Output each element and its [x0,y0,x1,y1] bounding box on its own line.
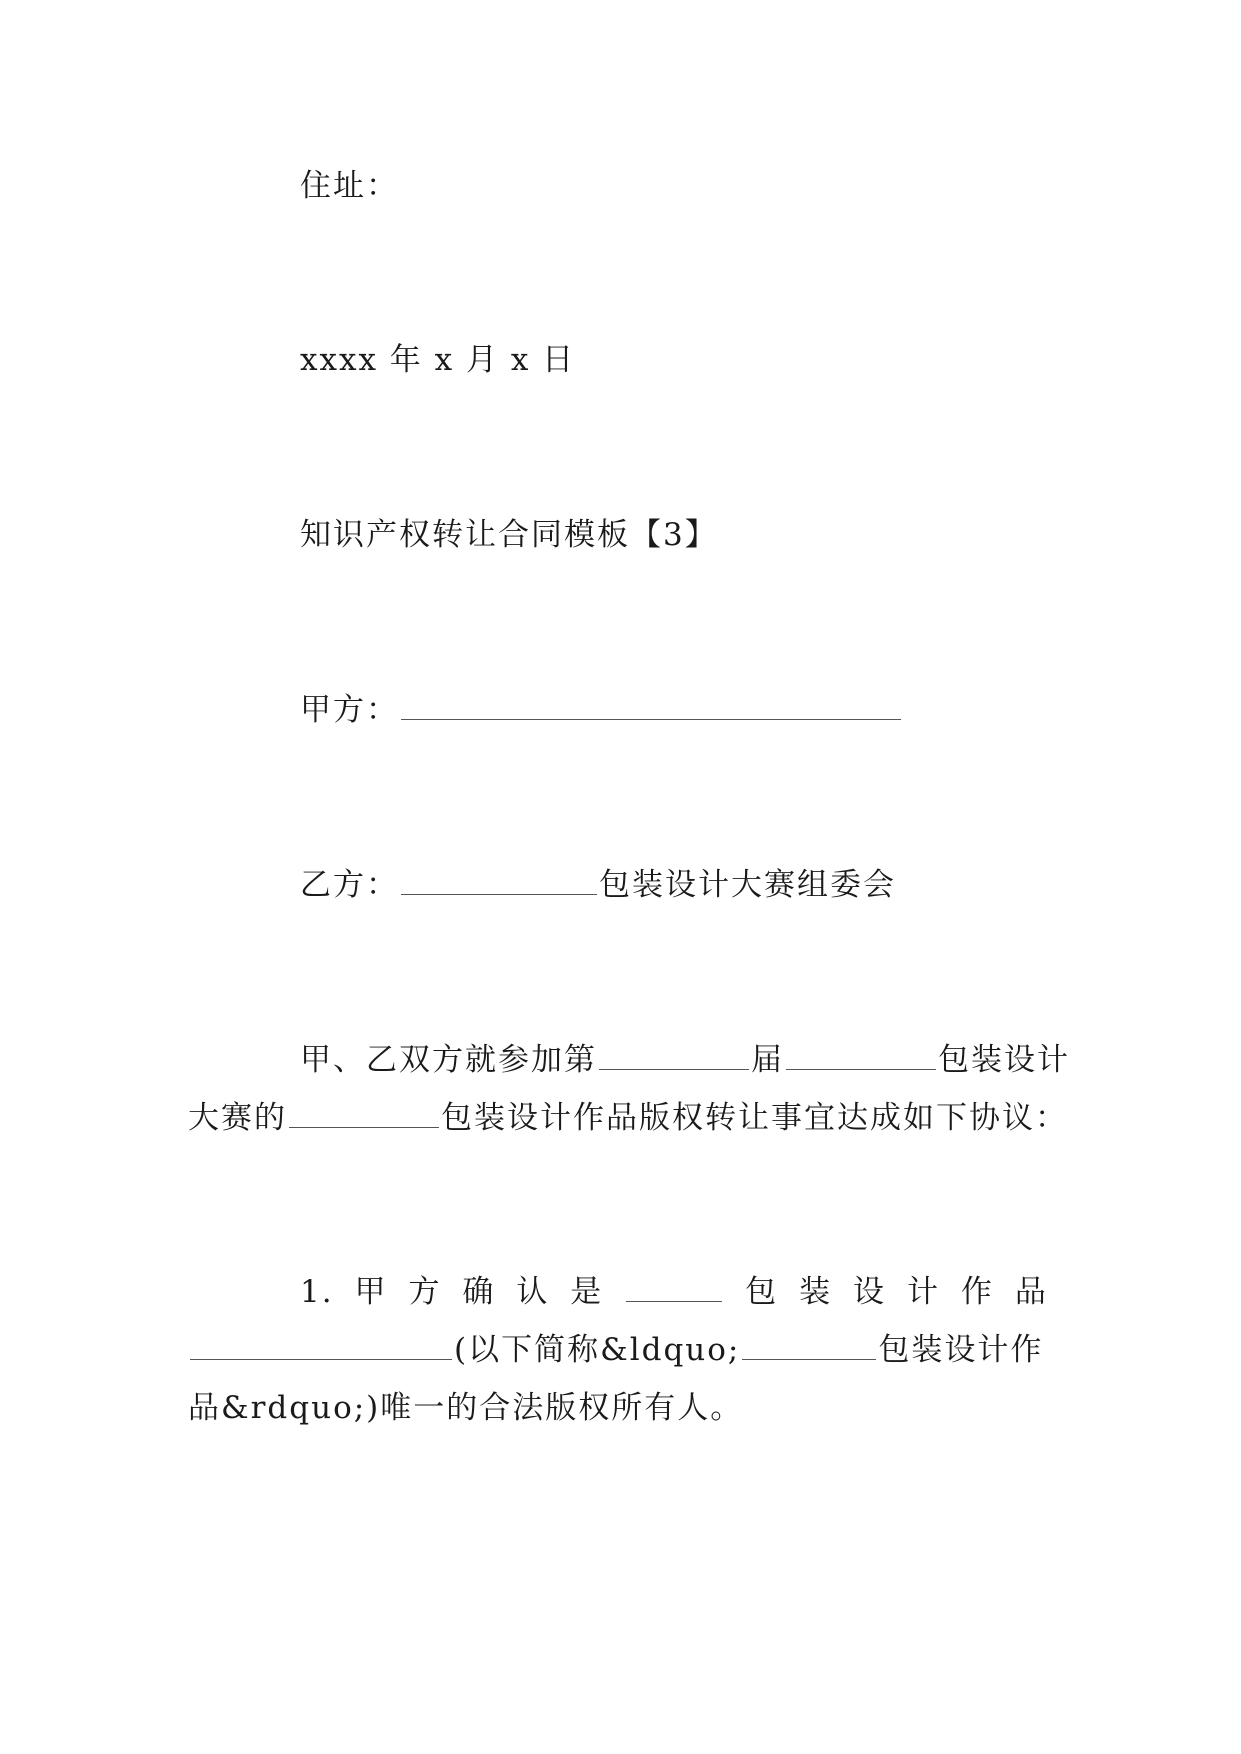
address-label: 住址： [300,168,399,204]
clause-1-word: 装 [799,1274,833,1310]
party-b-suffix: 包装设计大赛组委会 [599,867,896,903]
clause-1-word: 是 [570,1274,604,1310]
clause-1-blank-1 [626,1275,722,1302]
clause-1-word: 甲 [354,1274,388,1310]
party-b-line [300,865,896,905]
clause-1-line-3: 品&rdquo;)唯一的合法版权所有人。 [188,1390,744,1426]
clause-1-blank-2 [190,1333,452,1360]
work-blank [289,1101,439,1128]
clause-1-line-2 [188,1330,1043,1370]
clause-1-word: 包 [745,1274,779,1310]
intro-text-5: 包装设计作品版权转让事宜达成如下协议： [441,1100,1068,1136]
document-heading: 知识产权转让合同模板【3】 [300,517,718,553]
intro-line-2 [188,1098,1068,1138]
date-line: xxxx 年 x 月 x 日 [300,342,576,378]
clause-1-word: 作 [960,1274,994,1310]
intro-text-3: 包装设计 [938,1042,1070,1078]
clause-1-word: 品 [1014,1274,1048,1310]
clause-1-blank-3 [742,1333,876,1360]
intro-line-1 [300,1040,1070,1080]
clause-1-word: 计 [906,1274,940,1310]
clause-1-word: 设 [853,1274,887,1310]
clause-1-word: 1. [300,1274,334,1310]
party-a-blank [401,693,901,720]
contest-blank [786,1043,936,1070]
intro-text-1: 甲、乙双方就参加第 [300,1042,597,1078]
clause-1-line-1 [300,1272,1048,1312]
clause-1-word: 方 [408,1274,442,1310]
address-line [300,166,399,206]
party-a-line [300,690,903,730]
party-b-blank [401,868,597,895]
clause-1-text-2: (以下简称&ldquo; [454,1332,741,1368]
clause-1-text-3: 包装设计作 [878,1332,1044,1368]
party-a-label: 甲方： [300,692,399,728]
clause-1-word: 认 [516,1274,550,1310]
intro-text-2: 届 [751,1042,784,1078]
intro-text-4: 大赛的 [188,1100,287,1136]
party-b-label: 乙方： [300,867,399,903]
session-blank [599,1043,749,1070]
clause-1-word: 确 [462,1274,496,1310]
